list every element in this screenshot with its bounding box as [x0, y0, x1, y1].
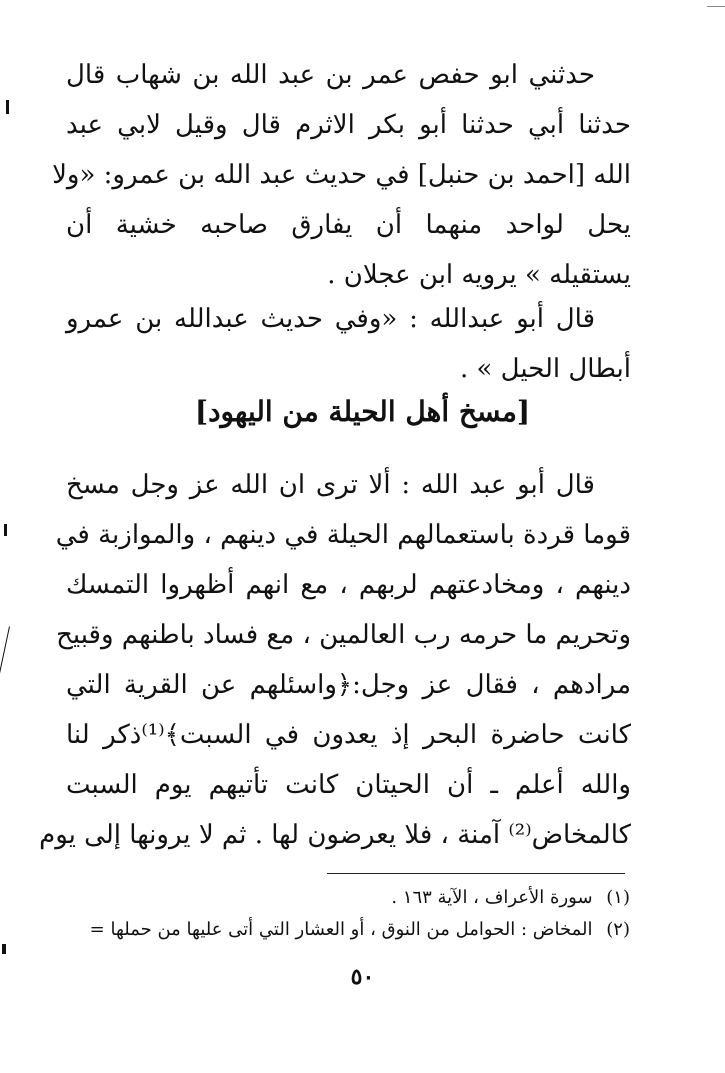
edge-mark [707, 6, 725, 7]
text-line: الله [احمد بن حنبل] في حديث عبد الله بن عمرو: «ولا [52, 160, 631, 190]
text-line: دينهم ، ومخادعتهم لربهم ، مع انهم أظهروا التمسك [66, 570, 631, 600]
text-line: قال أبو عبدالله : «وفي حديث عبدالله بن عمرو [66, 304, 595, 334]
text-block-section [39, 460, 631, 860]
footnote-item [36, 914, 630, 946]
text-line: حدثني ابو حفص عمر بن عبد الله بن شهاب قال [66, 60, 595, 90]
text-line: وتحريم ما حرمه رب العالمين ، مع فساد باطنهم وقبيح [56, 620, 631, 650]
text-line: والله أعلم ـ أن الحيتان كانت تأتيهم يوم السبت [66, 770, 631, 800]
footnote-text: المخاض : الحوامل من النوق ، أو العشار التي أتى عليها من حملها = [89, 919, 593, 940]
footnote-number: (٢) [606, 919, 630, 940]
edge-mark [4, 524, 7, 536]
footnote-number: (١) [606, 887, 630, 908]
footnote-item [36, 882, 630, 914]
edge-mark [0, 626, 10, 673]
text-line: مرادهم ، فقال عز وجل:﴿واسئلهم عن القرية التي [66, 670, 631, 700]
footnote-divider [327, 873, 625, 874]
text-line: قال أبو عبد الله : ألا ترى ان الله عز وجل مسخ [66, 470, 595, 500]
text-block-hadith [52, 50, 631, 300]
text-block-quote [66, 294, 631, 394]
text-line: كانت حاضرة البحر إذ يعدون في السبت﴾⁽¹⁾ذكر لنا [66, 720, 631, 750]
text-line: كالمخاض⁽²⁾ آمنة ، فلا يعرضون لها . ثم لا يرونها إلى يوم [39, 820, 631, 850]
footnote-text: سورة الأعراف ، الآية ١٦٣ . [391, 887, 593, 908]
text-line: قوما قردة باستعمالهم الحيلة في دينهم ، والموازبة في [55, 520, 631, 550]
text-line: أبطال الحيل » . [459, 354, 631, 384]
edge-mark [6, 100, 9, 114]
text-line: حدثنا أبي حدثنا أبو بكر الاثرم قال وقيل لابي عبد [66, 110, 631, 140]
page-number: ٥٠ [350, 964, 375, 990]
section-heading: [مسخ أهل الحيلة من اليهود] [194, 395, 531, 428]
text-line: يستقيله » يرويه ابن عجلان . [327, 260, 631, 290]
edge-mark [2, 944, 6, 954]
text-line: يحل لواحد منهما أن يفارق صاحبه خشية أن [66, 210, 631, 240]
footnotes [36, 882, 630, 946]
